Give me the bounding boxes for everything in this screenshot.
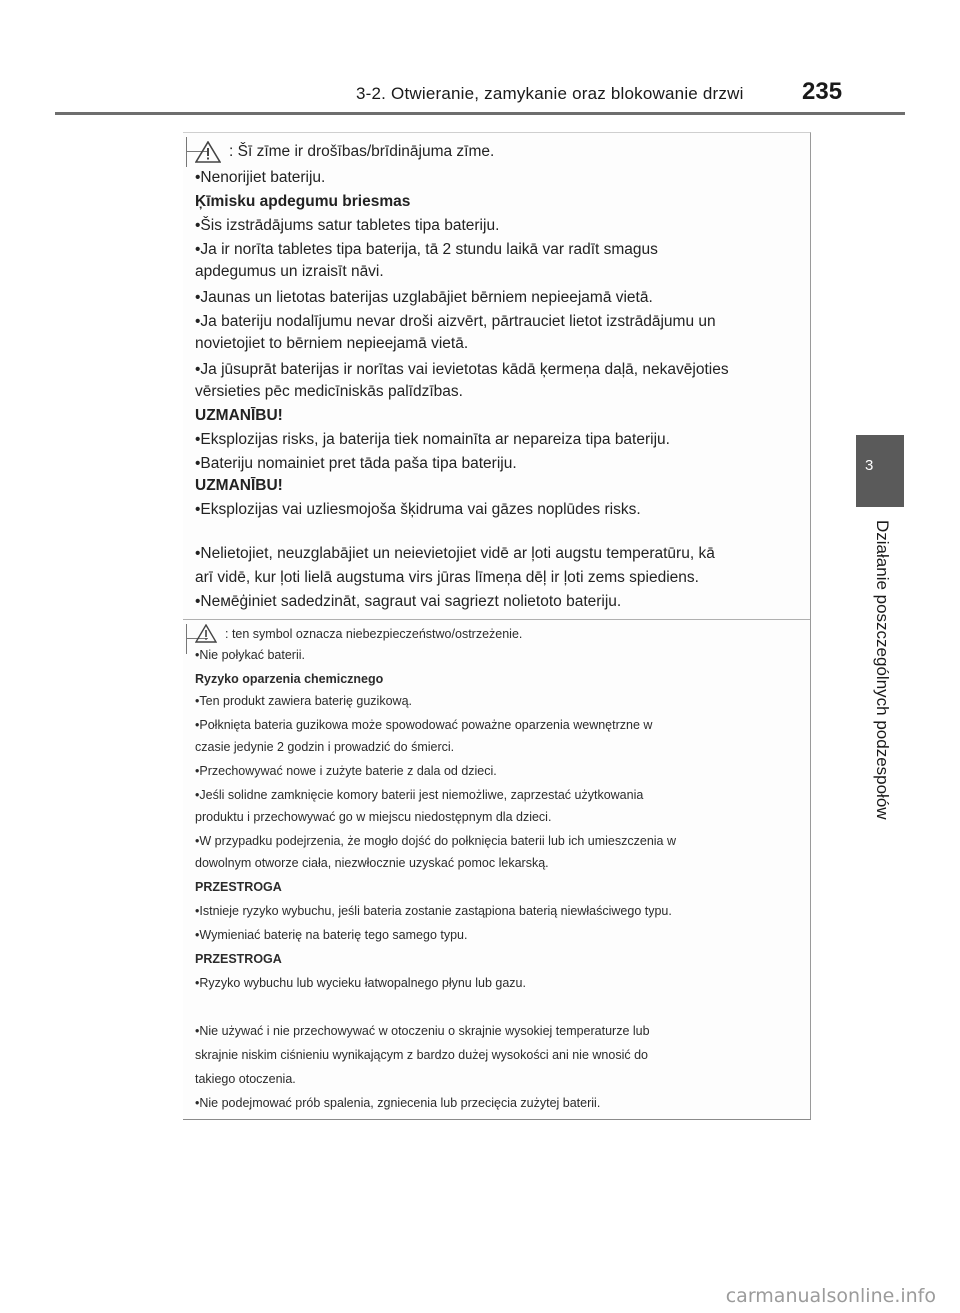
notice-line: •Istnieje ryzyko wybuchu, jeśli bateria zostanie zastąpiona baterią niewłaściwego typu. xyxy=(195,904,672,918)
notice-line: •Nie podejmować prób spalenia, zgniecenia lub przecięcia zużytej baterii. xyxy=(195,1096,601,1110)
notice-line: novietojiet to bērniem nepieejamā vietā. xyxy=(195,335,469,352)
notice-line: •Nelietojiet, neuzglabājiet un neievietojiet vidē ar ļoti augstu temperatūru, kā xyxy=(195,545,715,562)
notice-line: •Ten produkt zawiera baterię guzikową. xyxy=(195,694,412,708)
notice-heading: Ķīmisku apdegumu briesmas xyxy=(195,193,411,210)
notice-line: •W przypadku podejrzenia, że mogło dojść do połknięcia baterii lub ich umieszczenia w xyxy=(195,834,677,848)
notice-line: •Ja jūsuprāt baterijas ir norītas vai ievietotas kādā ķermeņa daļā, nekavējoties xyxy=(195,361,729,378)
notice-line: dowolnym otworze ciała, niezwłocznie uzyskać pomoc lekarską. xyxy=(195,856,549,870)
notice-line: arī vidē, kur ļoti lielā augstuma virs jūras līmeņa dēļ ir ļoti zems spiediens. xyxy=(195,569,699,586)
notice-line: •Neмēģiniet sadedzināt, sagraut vai sagriezt nolietoto bateriju. xyxy=(195,593,622,610)
chapter-title: Działanie poszczególnych podzespołów xyxy=(873,520,892,820)
notice-panel-latvian xyxy=(183,133,810,619)
notice-line: •Połknięta bateria guzikowa może spowodować poważne oparzenia wewnętrzne w xyxy=(195,718,653,732)
notice-heading: PRZESTROGA xyxy=(195,952,282,966)
notice-line: •Nenorijiet bateriju. xyxy=(195,169,326,186)
battery-warning-notice xyxy=(183,132,811,1120)
site-watermark: carmanualsonline.info xyxy=(725,1285,936,1307)
crop-mark xyxy=(186,624,187,654)
notice-line: •Nie używać i nie przechowywać w otoczeniu o skrajnie wysokiej temperaturze lub xyxy=(195,1024,650,1038)
warning-triangle-icon xyxy=(195,624,217,643)
chapter-tab[interactable] xyxy=(856,435,904,507)
notice-line: •Eksplozijas vai uzliesmojoša šķidruma vai gāzes noplūdes risks. xyxy=(195,501,641,518)
notice-line: vērsieties pēc medicīniskās palīdzības. xyxy=(195,383,463,400)
notice-line: •Nie połykać baterii. xyxy=(195,648,305,662)
notice-heading: UZMANĪBU! xyxy=(195,407,283,424)
notice-line: •Przechowywać nowe i zużyte baterie z dala od dzieci. xyxy=(195,764,497,778)
notice-heading: Ryzyko oparzenia chemicznego xyxy=(195,672,384,686)
chapter-number: 3 xyxy=(865,457,874,474)
notice-line: skrajnie niskim ciśnieniu wynikającym z bardzo dużej wysokości ani nie wnosić do xyxy=(195,1048,648,1062)
notice-line: •Wymieniać baterię na baterię tego samego typu. xyxy=(195,928,468,942)
page-header xyxy=(0,0,960,120)
section-title: 3-2. Otwieranie, zamykanie oraz blokowanie drzwi xyxy=(356,84,744,103)
notice-line: czasie jedynie 2 godzin i prowadzić do śmierci. xyxy=(195,740,455,754)
notice-line: •Eksplozijas risks, ja baterija tiek nomainīta ar nepareiza tipa bateriju. xyxy=(195,431,670,448)
notice-panel-polish xyxy=(183,619,810,1120)
notice-line: : Šī zīme ir drošības/brīdinājuma zīme. xyxy=(195,141,494,163)
notice-line: •Šis izstrādājums satur tabletes tipa bateriju. xyxy=(195,217,500,234)
notice-line: apdegumus un izraisīt nāvi. xyxy=(195,263,384,280)
crop-mark xyxy=(186,137,187,167)
header-divider xyxy=(55,112,905,115)
notice-heading: PRZESTROGA xyxy=(195,880,282,894)
notice-line: •Jeśli solidne zamknięcie komory baterii jest niemożliwe, zaprzestać użytkowania xyxy=(195,788,644,802)
notice-line: takiego otoczenia. xyxy=(195,1072,296,1086)
notice-line: •Ryzyko wybuchu lub wycieku łatwopalnego płynu lub gazu. xyxy=(195,976,526,990)
notice-line: •Ja bateriju nodalījumu nevar droši aizvērt, pārtrauciet lietot izstrādājumu un xyxy=(195,313,716,330)
warning-triangle-icon xyxy=(195,141,221,163)
notice-heading: UZMANĪBU! xyxy=(195,477,283,494)
page-number: 235 xyxy=(802,78,843,105)
notice-line: •Jaunas un lietotas baterijas uzglabājiet bērniem nepieejamā vietā. xyxy=(195,289,653,306)
notice-line: produktu i przechowywać go w miejscu niedostępnym dla dzieci. xyxy=(195,810,552,824)
notice-line: •Ja ir norīta tabletes tipa baterija, tā 2 stundu laikā var radīt smagus xyxy=(195,241,658,258)
notice-line: : ten symbol oznacza niebezpieczeństwo/ostrzeżenie. xyxy=(195,624,522,643)
notice-line: •Bateriju nomainiet pret tāda paša tipa bateriju. xyxy=(195,455,517,472)
